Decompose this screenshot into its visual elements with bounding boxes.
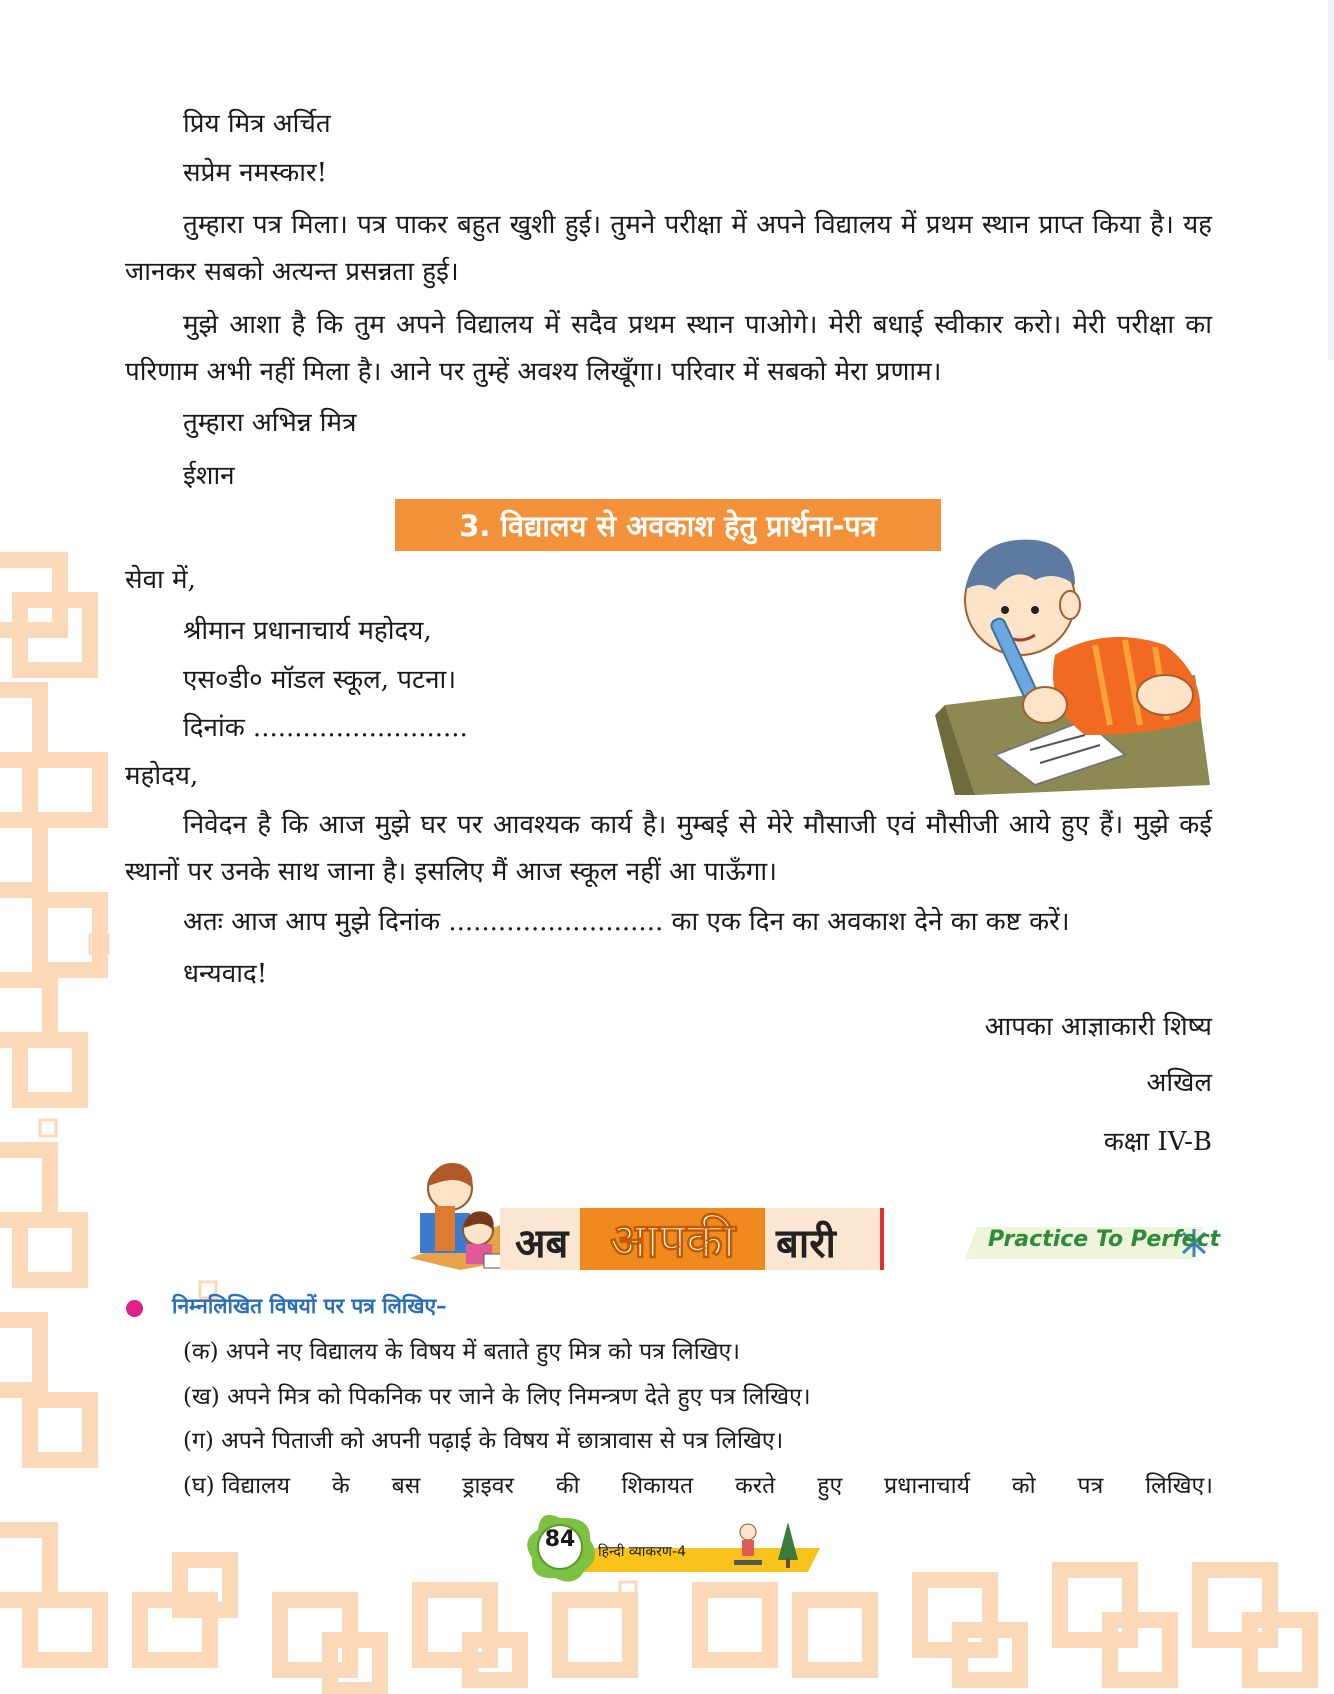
banner-word-ab: अब <box>515 1221 569 1267</box>
banner-word-baari: बारी <box>776 1221 836 1267</box>
exercise-item-gha <box>183 1471 1213 1501</box>
bullet-icon <box>126 1300 143 1317</box>
page-number: 84 <box>544 1527 576 1552</box>
exercise-item-gha-word: बस <box>391 1473 421 1499</box>
exercise-item-gha-word: की <box>555 1473 580 1499</box>
exercise-item-gha-word: को <box>1011 1473 1036 1499</box>
banner-word-aapki: आपकी <box>609 1212 736 1269</box>
practice-tagline: Practice To Perfect <box>988 1227 1221 1252</box>
exercise-item-gha-word: शिकायत <box>621 1473 694 1499</box>
exercise-item-gha-word: (घ) विद्यालय <box>183 1473 290 1499</box>
exercise-item-gha-word: ड्राइवर <box>462 1473 514 1499</box>
exercise-title: निम्नलिखित विषयों पर पत्र लिखिए– <box>172 1294 447 1318</box>
letter2-paragraph-1-text: तुम्हारा पत्र मिला। पत्र पाकर बहुत खुशी हुई। तुमने परीक्षा में अपने विद्यालय में प्रथम स्थान प्राप्त किया है। यह जानकर सबको अत्यन्त प्रसन्नता हुई। <box>125 210 1212 287</box>
application-name: अखिल <box>1146 1068 1212 1098</box>
boy-writing-illustration <box>935 535 1210 795</box>
application-thanks: धन्यवाद! <box>183 959 268 989</box>
banner-highlight <box>580 1208 765 1270</box>
letter2-signature: ईशान <box>183 461 235 491</box>
application-paragraph-2: अतः आज आप मुझे दिनांक .......................... का एक दिन का अवकाश देने का कष्ट करें। <box>183 907 1070 937</box>
application-paragraph-1 <box>125 802 1212 896</box>
letter2-salutation: प्रिय मित्र अर्चित <box>183 109 331 139</box>
exercise-item-gha-word: के <box>331 1473 350 1499</box>
letter2-greeting: सप्रेम नमस्कार! <box>183 158 328 188</box>
letter2-paragraph-2 <box>125 302 1212 396</box>
exercise-item-ka: (क) अपने नए विद्यालय के विषय में बताते हुए मित्र को पत्र लिखिए। <box>183 1339 740 1365</box>
letter2-paragraph-1 <box>125 202 1212 296</box>
book-title: हिन्दी व्याकरण-4 <box>598 1544 686 1560</box>
application-addressee: श्रीमान प्रधानाचार्य महोदय, <box>183 616 432 646</box>
exercise-item-gha-word: लिखिए। <box>1145 1473 1213 1499</box>
letter2-paragraph-2-text: मुझे आशा है कि तुम अपने विद्यालय में सदैव प्रथम स्थान पाओगे। मेरी बधाई स्वीकार करो। मेरी परीक्षा का परिणाम अभी नहीं मिला है। आने पर तुम्हें अवश्य लिखूँगा। परिवार में सबको मेरा प्रणाम। <box>125 310 1212 387</box>
section-heading-text: 3. विद्यालय से अवकाश हेतु प्रार्थना-पत्र <box>459 508 877 543</box>
application-paragraph-1-text: निवेदन है कि आज मुझे घर पर आवश्यक कार्य है। मुम्बई से मेरे मौसाजी एवं मौसीजी आये हुए हैं। मुझे कई स्थानों पर उनके साथ जाना है। इसलिए मैं आज स्कूल नहीं आ पाऊँगा। <box>125 810 1212 887</box>
exercise-item-kha: (ख) अपने मित्र को पिकनिक पर जाने के लिए निमन्त्रण देते हुए पत्र लिखिए। <box>183 1384 811 1410</box>
application-to: सेवा में, <box>125 565 196 595</box>
application-closing: आपका आज्ञाकारी शिष्य <box>984 1012 1212 1042</box>
letter2-closing: तुम्हारा अभिन्न मित्र <box>183 408 357 438</box>
exercise-item-gha-word: करते <box>735 1473 776 1499</box>
application-class: कक्षा IV-B <box>1103 1127 1212 1157</box>
exercise-item-gha-word: हुए <box>817 1473 843 1499</box>
page-edge <box>1328 0 1334 360</box>
exercise-item-gha-word: प्रधानाचार्य <box>884 1473 970 1499</box>
application-school: एस०डी० मॉडल स्कूल, पटना। <box>183 665 457 695</box>
application-date: दिनांक .......................... <box>183 713 468 743</box>
exercise-item-gha-word: पत्र <box>1077 1473 1104 1499</box>
exercise-item-ga: (ग) अपने पिताजी को अपनी पढ़ाई के विषय में छात्रावास से पत्र लिखिए। <box>183 1428 784 1454</box>
application-salutation: महोदय, <box>125 761 199 791</box>
section-heading <box>395 499 941 551</box>
